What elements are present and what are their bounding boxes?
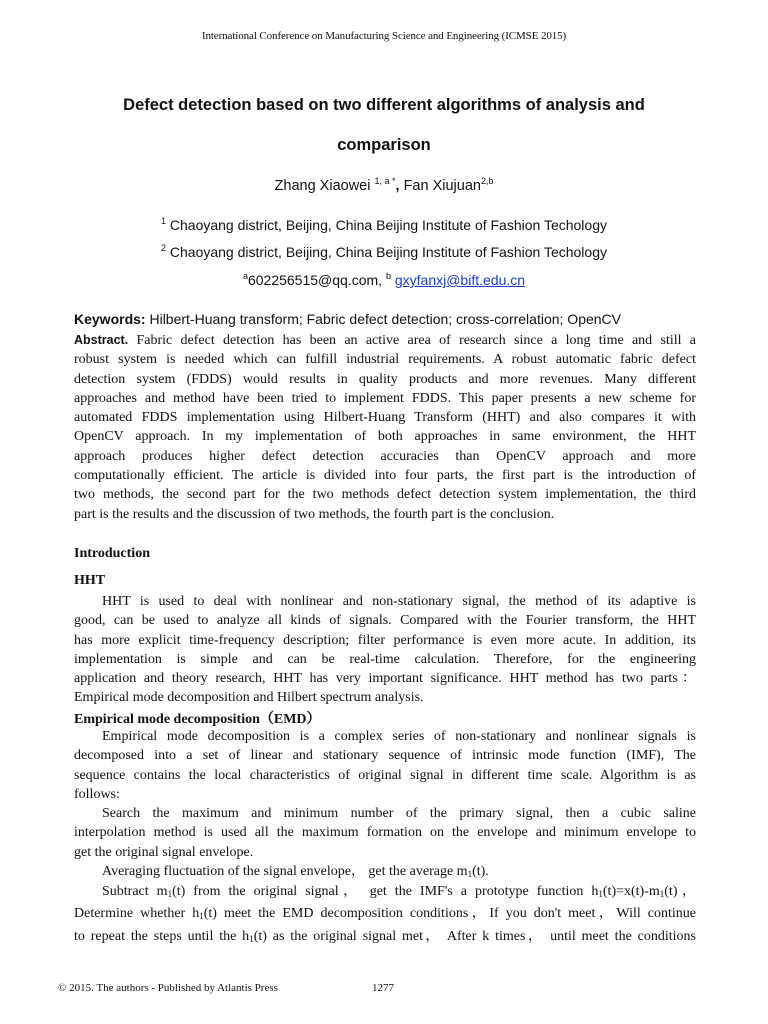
abstract-line: detection system (FDDS) would results in quality products and more revenues. Many different — [74, 371, 696, 387]
email-line — [0, 271, 768, 288]
abstract-line: Fabric defect detection has been an active area of research since a long time and still a — [136, 333, 696, 348]
affiliation-2 — [0, 243, 768, 260]
step-2-paragraph — [74, 862, 696, 884]
hht-line: Empirical mode decomposition and Hilbert spectrum analysis. — [74, 690, 424, 706]
page-number: 1277 — [372, 982, 394, 994]
affiliation-1 — [0, 216, 768, 233]
step-3-paragraph — [74, 882, 696, 949]
heading-emd: Empirical mode decomposition（EMD） — [74, 712, 321, 727]
step-3-line-2-sub: 1 — [199, 911, 204, 922]
emd-paragraph — [74, 727, 696, 804]
step-3-part-b: (t) from the original signal， get the IMF's a prototype function h — [172, 884, 599, 899]
abstract-label: Abstract. — [74, 333, 129, 347]
emd-line: sequence contains the local characteristics of original signal in different time scale. Algorithm is as — [74, 767, 696, 783]
affiliation-1-sup: 1 — [160, 216, 166, 226]
step-1-line: interpolation method is used all the maximum formation on the envelope and minimum envelope to — [74, 825, 696, 841]
step-1-line: get the original signal envelope. — [74, 844, 254, 860]
step-1-line: Search the maximum and minimum number of the primary signal, then a cubic saline — [102, 806, 696, 821]
step-1-paragraph — [74, 804, 696, 862]
hht-line: has more explicit time-frequency description; filter performance is even more acute. In addition, its — [74, 632, 696, 648]
affiliation-1-text: Chaoyang district, Beijing, China Beijing Institute of Fashion Techology — [169, 217, 607, 233]
paper-title-line-2: comparison — [337, 136, 431, 154]
step-3-line-3a: to repeat the steps until the h — [74, 928, 250, 944]
keywords-label: Keywords: — [74, 311, 146, 327]
step-3-part-d: (t)， — [664, 884, 696, 899]
abstract-line: OpenCV approach. In my implementation of both approaches in same environment, the HHT — [74, 429, 696, 445]
step-2-text: Averaging fluctuation of the signal envelope， get the average m — [102, 864, 468, 879]
email-b-link[interactable]: gxyfanxj@bift.edu.cn — [394, 272, 526, 288]
step-3-line-2a: Determine whether h — [74, 906, 200, 922]
email-a: 602256515@qq.com, — [247, 272, 383, 288]
copyright-footer: © 2015. The authors - Published by Atlantis Press — [58, 982, 278, 994]
step-2-end: (t). — [472, 864, 489, 879]
abstract-line: approach produces higher defect detection accuracies than OpenCV approach and more — [74, 448, 696, 464]
step-3-line-3b: (t) as the original signal met， After k times， until meet the conditions — [253, 928, 696, 944]
hht-line: good, can be used to analyze all kinds of signals. Compared with the Fourier transform, the HHT — [74, 613, 696, 629]
abstract-line: computationally efficient. The article is divided into four parts, the first part is the introduction of — [74, 468, 696, 484]
step-3-sub-c: 1 — [659, 889, 665, 899]
keywords — [74, 311, 714, 327]
hht-line: HHT is used to deal with nonlinear and non-stationary signal, the method of its adaptive is — [102, 594, 696, 609]
step-3-part-a: Subtract m — [102, 884, 168, 899]
abstract-line: approaches and method have been tried to implement FDDS. This paper presents a new scheme for — [74, 390, 696, 406]
step-3-sub-b: 1 — [598, 889, 603, 899]
step-3-part-c: (t)=x(t)-m — [602, 884, 660, 899]
email-a-sup: a — [242, 271, 248, 281]
hht-paragraph — [74, 592, 696, 708]
hht-line: application and theory research, HHT has very important significance. HHT method has two parts： — [74, 671, 696, 687]
step-3-sub-a: 1 — [167, 889, 173, 899]
author-2-superscript: 2,b — [480, 176, 494, 186]
abstract-line: robust system is needed which can fulfill industrial requirements. A robust automatic fabric defect — [74, 352, 696, 368]
author-2-name: Fan Xiujuan — [403, 178, 481, 194]
step-2-subscript: 1 — [467, 869, 473, 879]
author-1-superscript: 1, a * — [374, 176, 396, 186]
keywords-text: Hilbert-Huang transform; Fabric defect detection; cross-correlation; OpenCV — [149, 311, 621, 327]
email-b-sup: b — [385, 271, 391, 281]
conference-header: International Conference on Manufacturing Science and Engineering (ICMSE 2015) — [201, 30, 567, 42]
affiliation-2-text: Chaoyang district, Beijing, China Beijing Institute of Fashion Techology — [169, 244, 607, 260]
emd-line: follows: — [74, 786, 120, 802]
step-3-line-2b: (t) meet the EMD decomposition conditions，If you don't meet，Will continue — [203, 906, 696, 922]
emd-line: Empirical mode decomposition is a complex series of non-stationary and nonlinear signals is — [102, 729, 696, 744]
abstract-line: part is the results and the discussion of two methods, the fourth part is the conclusion. — [74, 506, 555, 522]
abstract-line: automated FDDS implementation using Hilbert-Huang Transform (HHT) and also compares it with — [74, 410, 696, 426]
abstract-paragraph — [74, 331, 696, 524]
author-1-name: Zhang Xiaowei — [274, 178, 371, 194]
author-separator: , — [395, 178, 400, 194]
step-3-line-3-sub: 1 — [249, 933, 254, 944]
paper-title-line-1: Defect detection based on two different algorithms of analysis and — [123, 96, 645, 114]
abstract-line: two methods, the second part for the two methods defect detection system implementation, the third — [74, 487, 696, 503]
emd-line: decomposed into a set of linear and stationary sequence of intrinsic mode function (IMF), The — [74, 748, 696, 764]
affiliation-2-sup: 2 — [160, 243, 166, 253]
hht-line: implementation is simple and can be real-time calculation. Therefore, for the engineering — [74, 651, 696, 667]
heading-introduction: Introduction — [74, 546, 150, 561]
heading-hht: HHT — [74, 573, 106, 588]
author-list — [0, 176, 768, 194]
